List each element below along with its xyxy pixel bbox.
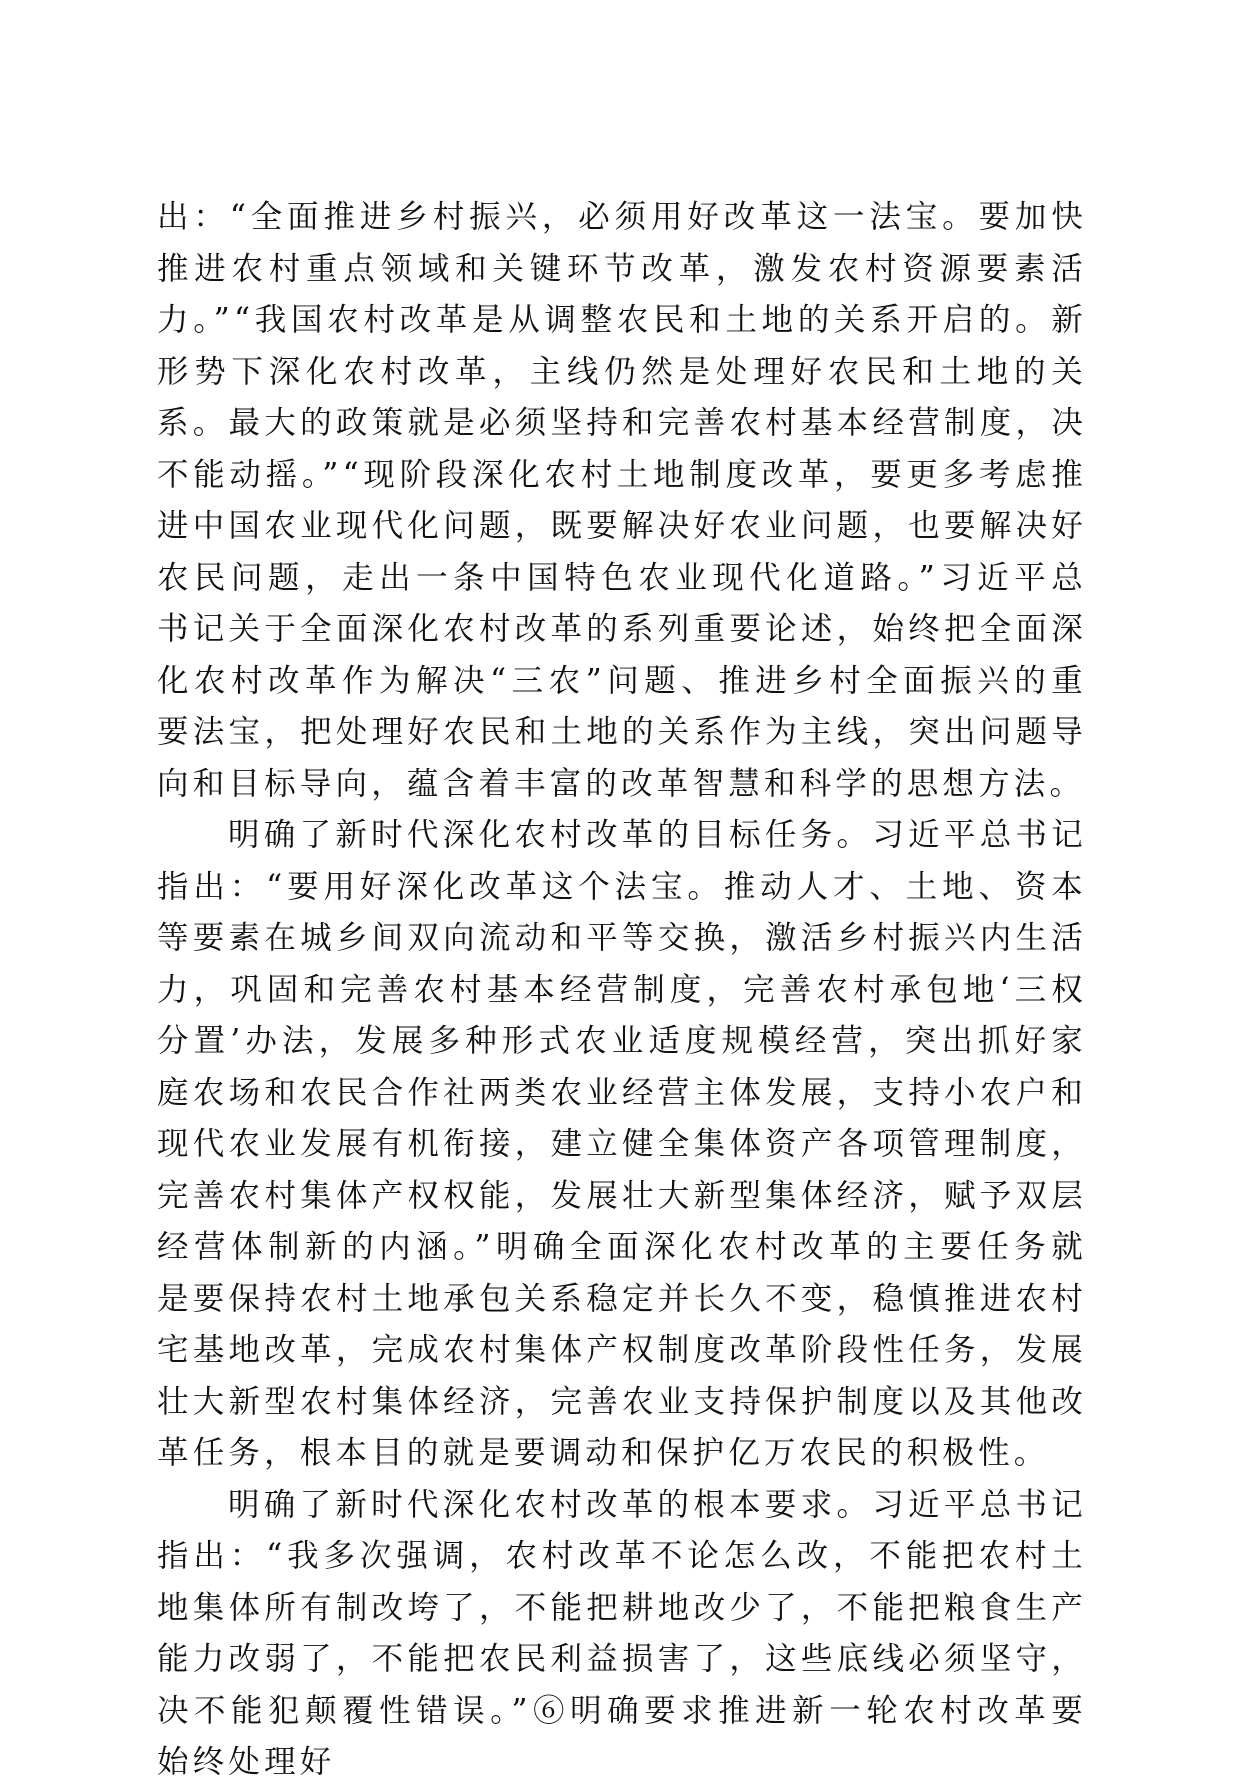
paragraph-continuation: 出：“全面推进乡村振兴，必须用好改革这一法宝。要加快推进农村重点领域和关键环节改革，激发农村资源要素活力。”“我国农村改革是从调整农民和土地的关系开启的。新形势下深化农村改革，主线仍然是处理好农民和土地的关系。最大的政策就是必须坚持和完善农村基本经营制度，决不能动摇。”“现阶段深化农村土地制度改革，要更多考虑推进中国农业现代化问题，既要解决好农业问题，也要解决好农民问题，走出一条中国特色农业现代化道路。”习近平总书记关于全面深化农村改革的系列重要论述，始终把全面深化农村改革作为解决“三农”问题、推进乡村全面振兴的重要法宝，把处理好农民和土地的关系作为主线，突出问题导向和目标导向，蕴含着丰富的改革智慧和科学的思想方法。 [157, 199, 1087, 802]
paragraph-basic-requirements: 明确了新时代深化农村改革的根本要求。习近平总书记指出：“我多次强调，农村改革不论怎么改，不能把农村土地集体所有制改垮了，不能把耕地改少了，不能把粮食生产能力改弱了，不能把农民利益损害了，这些底线必须坚守，决不能犯颠覆性错误。”⑥明确要求推进新一轮农村改革要始终处理好 [157, 1486, 1087, 1780]
document-page [157, 192, 1087, 1789]
paragraph-target-tasks: 明确了新时代深化农村改革的目标任务。习近平总书记指出：“要用好深化改革这个法宝。推动人才、土地、资本等要素在城乡间双向流动和平等交换，激活乡村振兴内生活力，巩固和完善农村基本经营制度，完善农村承包地‘三权分置’办法，发展多种形式农业适度规模经营，突出抓好家庭农场和农民合作社两类农业经营主体发展，支持小农户和现代农业发展有机衔接，建立健全集体资产各项管理制度，完善农村集体产权权能，发展壮大新型集体经济，赋予双层经营体制新的内涵。”明确全面深化农村改革的主要任务就是要保持农村土地承包关系稳定并长久不变，稳慎推进农村宅基地改革，完成农村集体产权制度改革阶段性任务，发展壮大新型农村集体经济，完善农业支持保护制度以及其他改革任务，根本目的就是要调动和保护亿万农民的积极性。 [157, 817, 1087, 1471]
